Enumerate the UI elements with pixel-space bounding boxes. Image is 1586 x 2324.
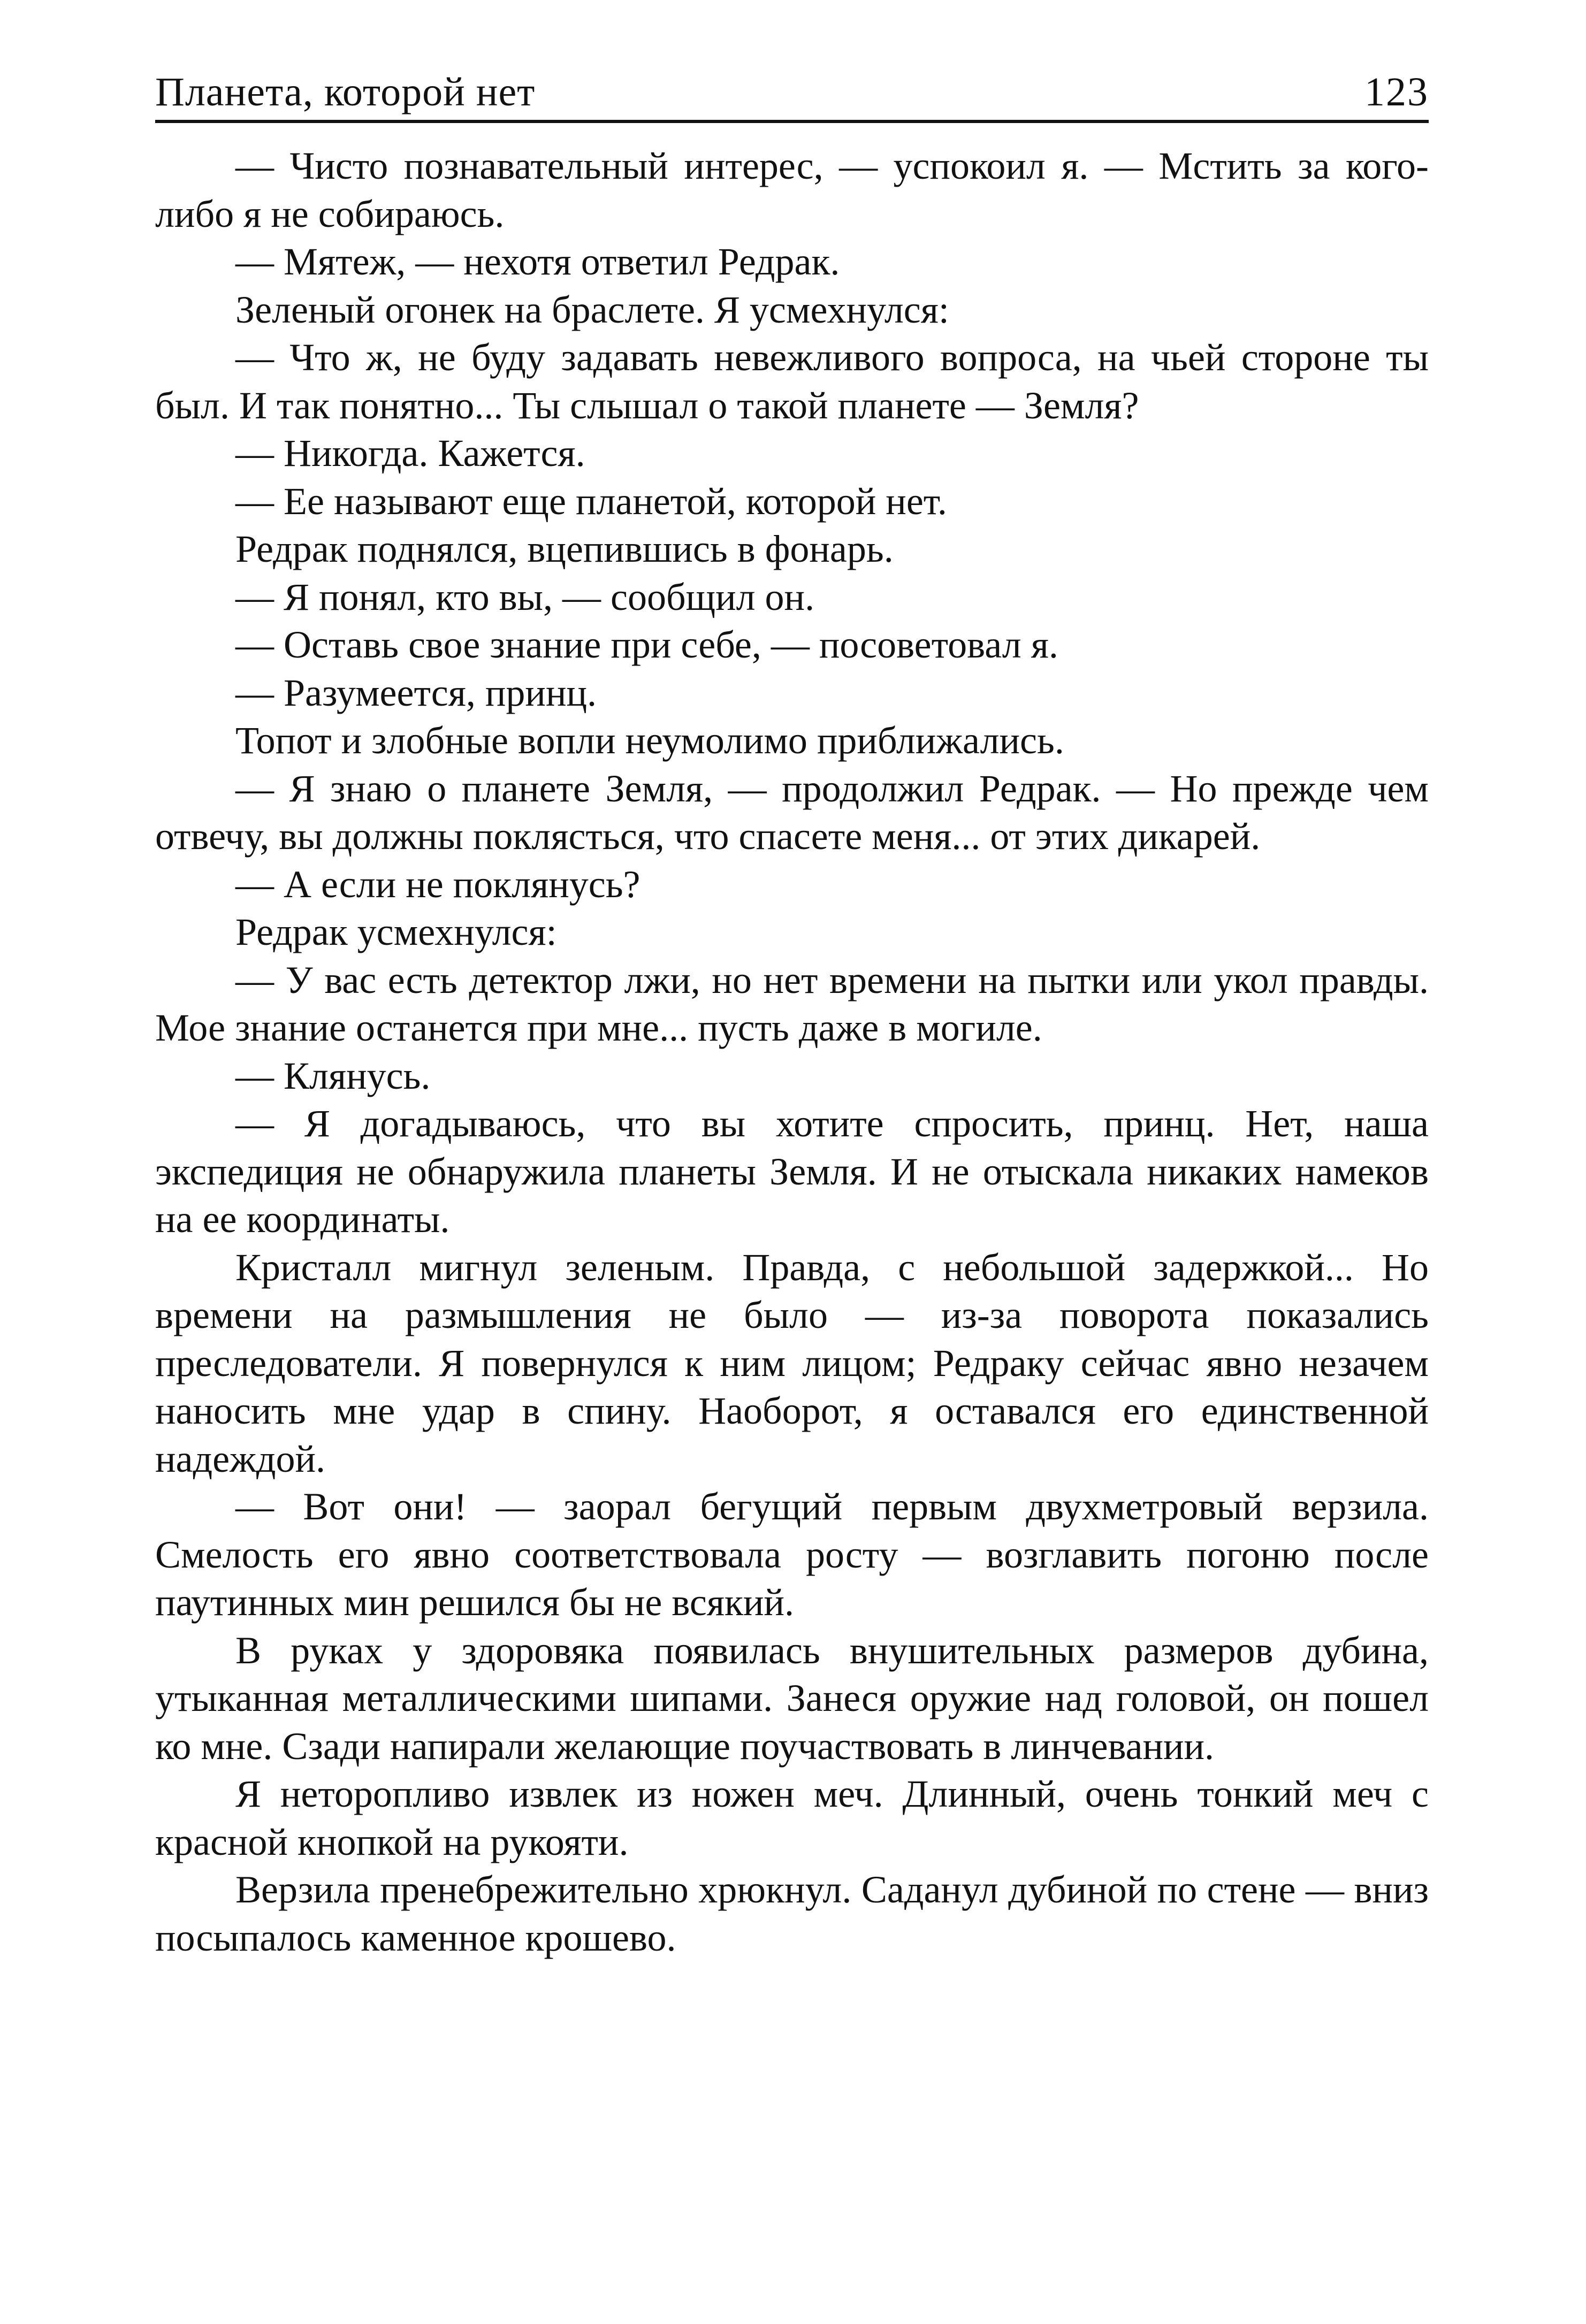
paragraph: Зеленый огонек на браслете. Я усмехнулся:: [235, 288, 949, 331]
page-number: 123: [1364, 70, 1429, 114]
paragraph: Верзила пренебрежительно хрюкнул. Саданул дубиной по стене — вниз посыпалось каменное крошево.: [155, 1868, 1429, 1959]
paragraph: — Я знаю о планете Земля, — продолжил Редрак. — Но прежде чем отвечу, вы должны поклясться, что спасете меня... от этих дикарей.: [155, 767, 1429, 858]
paragraph: Кристалл мигнул зеленым. Правда, с небольшой задержкой... Но времени на размышления не было — из-за поворота показались преследователи. Я повернулся к ним лицом; Редраку сейчас явно незачем наносить мне удар в спину. Наоборот, я оставался его единственной надеждой.: [155, 1245, 1429, 1480]
paragraph: — Что ж, не буду задавать невежливого вопроса, на чьей стороне ты был. И так понятно... Ты слышал о такой планете — Земля?: [155, 336, 1429, 427]
paragraph: — А если не поклянусь?: [235, 862, 640, 906]
paragraph: — У вас есть детектор лжи, но нет времени на пытки или укол правды. Мое знание останется при мне... пусть даже в могиле.: [155, 958, 1429, 1049]
paragraph: — Мятеж, — нехотя ответил Редрак.: [235, 240, 840, 283]
running-title: Планета, которой нет: [155, 70, 536, 114]
running-header: [155, 53, 1429, 112]
header-rule: [155, 120, 1429, 123]
paragraph: — Клянусь.: [235, 1054, 431, 1097]
paragraph: — Я догадываюсь, что вы хотите спросить, принц. Нет, наша экспедиция не обнаружила планеты Земля. И не отыскала никаких намеков на ее координаты.: [155, 1102, 1429, 1241]
paragraph: Я неторопливо извлек из ножен меч. Длинный, очень тонкий меч с красной кнопкой на рукояти.: [155, 1772, 1429, 1863]
paragraph: — Оставь свое знание при себе, — посоветовал я.: [235, 623, 1058, 666]
paragraph: — Разумеется, принц.: [235, 671, 597, 714]
paragraph: Топот и злобные вопли неумолимо приближались.: [235, 719, 1064, 762]
paragraph: Редрак усмехнулся:: [235, 911, 557, 953]
book-page: [155, 53, 1429, 1962]
paragraph: — Никогда. Кажется.: [235, 432, 585, 475]
paragraph: — Вот они! — заорал бегущий первым двухметровый верзила. Смелость его явно соответствовала росту — возглавить погоню после паутинных мин решился бы не всякий.: [155, 1485, 1429, 1624]
paragraph: — Чисто познавательный интерес, — успокоил я. — Мстить за кого-либо я не собираюсь.: [155, 144, 1429, 235]
paragraph: — Я понял, кто вы, — сообщил он.: [235, 575, 815, 618]
paragraph: В руках у здоровяка появилась внушительных размеров дубина, утыканная металлическими шипами. Занеся оружие над головой, он пошел ко мне. Сзади напирали желающие поучаствовать в линчевании.: [155, 1629, 1429, 1768]
paragraph: Редрак поднялся, вцепившись в фонарь.: [235, 528, 894, 570]
page-body: [155, 142, 1429, 1962]
paragraph: — Ее называют еще планетой, которой нет.: [235, 479, 947, 523]
